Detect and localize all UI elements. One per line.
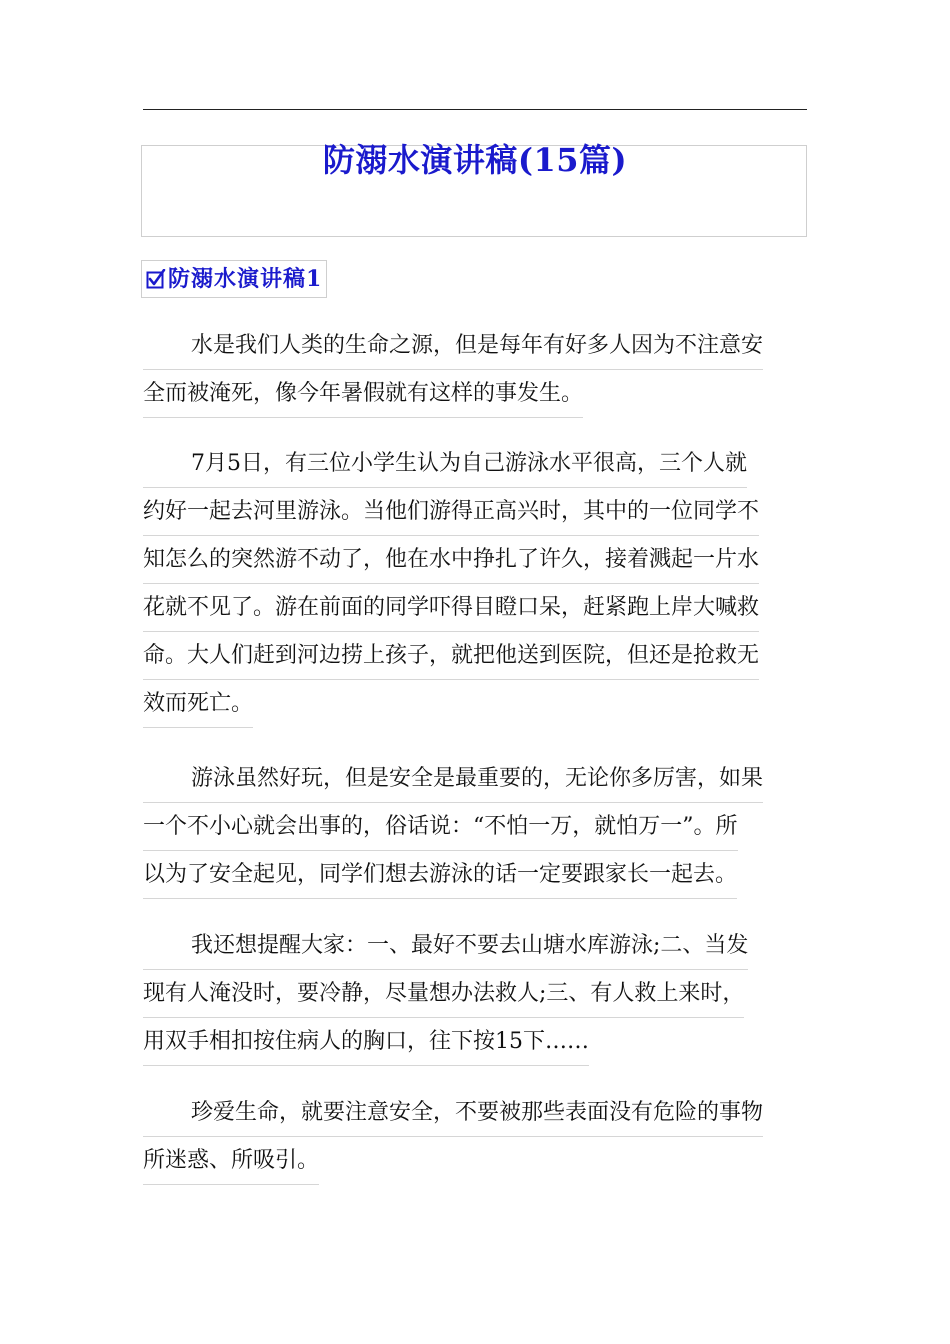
paragraph-line: 以为了安全起见，同学们想去游泳的话一定要跟家长一起去。 [143,851,737,899]
paragraph-line: 花就不见了。游在前面的同学吓得目瞪口呆，赶紧跑上岸大喊救 [143,584,759,632]
paragraph-line: 现有人淹没时，要冷静，尽量想办法救人;三、有人救上来时， [143,970,744,1018]
checkbox-checked-icon [146,269,166,289]
paragraph-2 [143,440,759,728]
paragraph-line: 效而死亡。 [143,680,253,728]
paragraph-line: 用双手相扣按住病人的胸口，往下按15下…… [143,1018,589,1066]
paragraph-line: 一个不小心就会出事的，俗话说：“不怕一万，就怕万一”。所 [143,803,738,851]
section-heading [141,260,327,298]
paragraph-5 [143,1089,763,1185]
paragraph-line: 约好一起去河里游泳。当他们游得正高兴时，其中的一位同学不 [143,488,759,536]
paragraph-line: 全而被淹死，像今年暑假就有这样的事发生。 [143,370,583,418]
paragraph-line: 所迷惑、所吸引。 [143,1137,319,1185]
paragraph-line: 知怎么的突然游不动了，他在水中挣扎了许久，接着溅起一片水 [143,536,759,584]
paragraph-line: 7月5日，有三位小学生认为自己游泳水平很高，三个人就 [143,440,747,488]
paragraph-4 [143,922,748,1066]
paragraph-line: 水是我们人类的生命之源，但是每年有好多人因为不注意安 [143,322,763,370]
paragraph-3 [143,755,763,899]
top-rule [143,109,807,110]
paragraph-line: 命。大人们赶到河边捞上孩子，就把他送到医院，但还是抢救无 [143,632,759,680]
paragraph-line: 我还想提醒大家：一、最好不要去山塘水库游泳;二、当发 [143,922,748,970]
paragraph-line: 珍爱生命，就要注意安全，不要被那些表面没有危险的事物 [143,1089,763,1137]
document-title: 防溺水演讲稿(15篇) [322,141,628,179]
section-heading-text: 防溺水演讲稿1 [168,266,323,292]
paragraph-line: 游泳虽然好玩，但是安全是最重要的，无论你多厉害，如果 [143,755,763,803]
paragraph-1 [143,322,763,418]
